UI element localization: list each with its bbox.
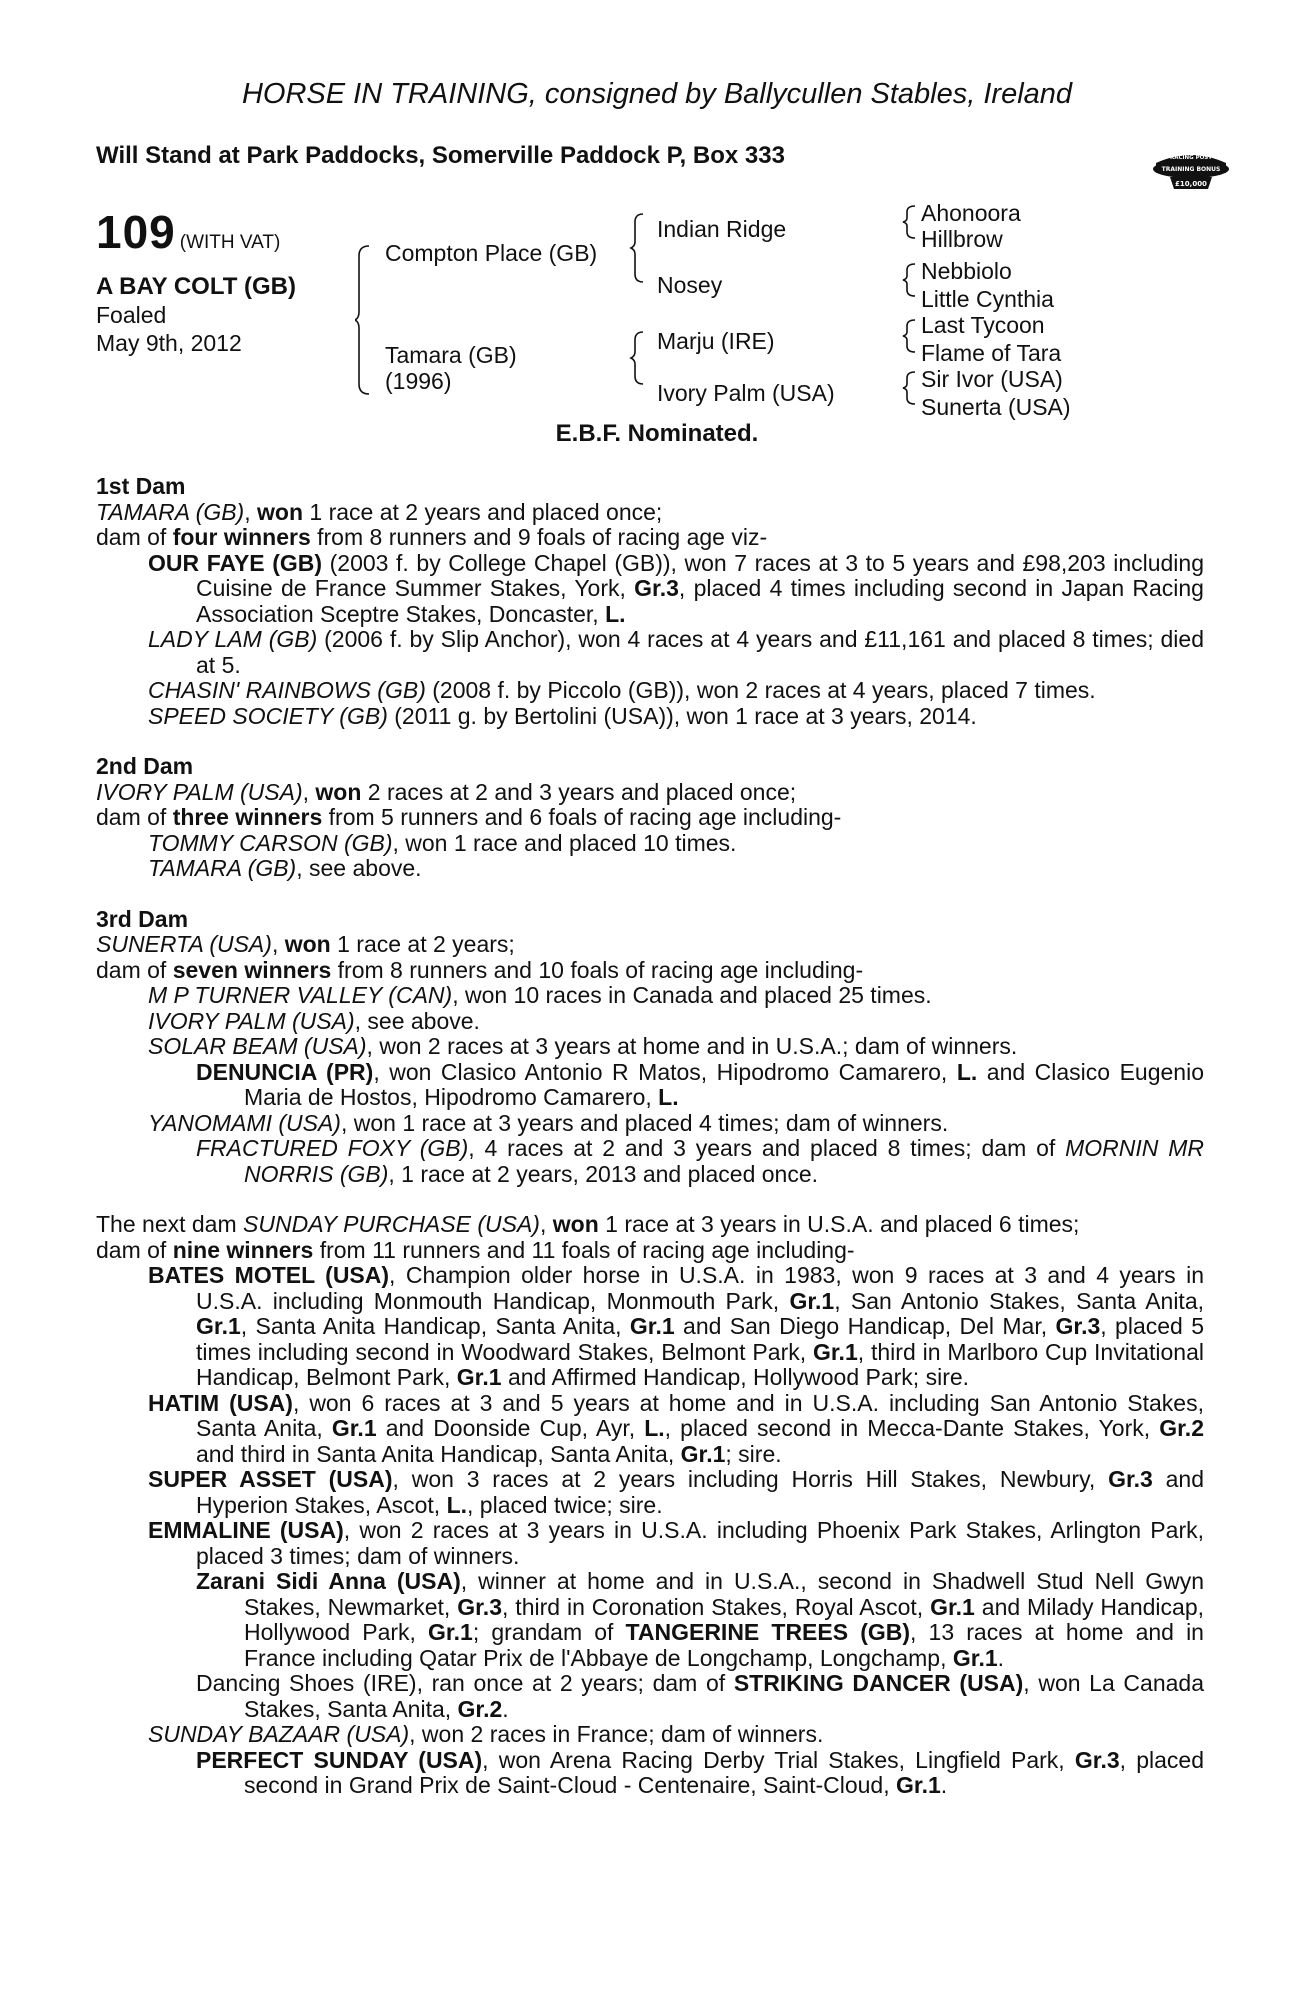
foaled-label: Foaled <box>96 302 167 328</box>
dam-sire-sire: Last Tycoon <box>921 312 1045 338</box>
list-item: BATES MOTEL (USA), Champion older horse in U.S.A. in 1983, won 9 races at 3 and 4 years in U.S.A. including Monmouth Handicap, Monmouth Park, Gr.1, San Antonio Stakes, Santa Anita, Gr.1, Santa Anita Handicap, Santa Anita, Gr.1 and San Diego Handicap, Del Mar, Gr.3, placed 5 times including second in Woodward Stakes, Belmont Park, Gr.1, third in Marlboro Cup Invitational Handicap, Belmont Park, Gr.1 and Affirmed Handicap, Hollywood Park; sire. <box>148 1262 1205 1390</box>
bracket-dam <box>631 332 643 384</box>
dam-year: (1996) <box>385 368 452 394</box>
bracket-sire <box>631 214 643 282</box>
sire-sire: Indian Ridge <box>657 216 787 242</box>
sire-dam-sire: Nebbiolo <box>921 258 1012 284</box>
ebf-nomination: E.B.F. Nominated. <box>555 420 759 447</box>
bracket-ss <box>903 206 915 238</box>
lot-number: 109 <box>96 206 176 258</box>
sire-dam: Nosey <box>657 272 723 298</box>
third-dam-record: SUNERTA (USA), won 1 race at 2 years; <box>96 931 515 957</box>
first-dam-record: TAMARA (GB), won 1 race at 2 years and placed once; <box>96 498 663 525</box>
dam-sire: Marju (IRE) <box>657 328 775 354</box>
bracket-dd <box>903 372 915 404</box>
list-item: SUPER ASSET (USA), won 3 races at 2 years including Horris Hill Stakes, Newbury, Gr.3 and Hyperion Stakes, Ascot, L., placed twice; sire. <box>148 1466 1205 1518</box>
horse-description <box>96 273 296 357</box>
training-bonus-badge <box>1150 145 1232 195</box>
badge-amount-text: £10,000 <box>1175 180 1207 188</box>
first-dam-produce-summary: dam of four winners from 8 runners and 9 foals of racing age viz- <box>96 524 768 550</box>
list-item: EMMALINE (USA), won 2 races at 3 years in U.S.A. including Phoenix Park Stakes, Arlington Park, placed 3 times; dam of winners. <box>148 1517 1204 1569</box>
pedigree-chart <box>355 200 1115 430</box>
list-item: CHASIN' RAINBOWS (GB) (2008 f. by Piccolo (GB)), won 2 races at 4 years, placed 7 times. <box>148 677 1096 703</box>
sire-sire-dam: Hillbrow <box>921 226 1003 252</box>
second-dam-title: 2nd Dam <box>96 753 194 779</box>
list-item: TOMMY CARSON (GB), won 1 race and placed 10 times. <box>148 829 737 856</box>
produce-record <box>96 474 1204 1799</box>
list-item: TAMARA (GB), see above. <box>148 855 422 881</box>
list-item: DENUNCIA (PR), won Clasico Antonio R Matos, Hipodromo Camarero, L. and Clasico Eugenio Maria de Hostos, Hipodromo Camarero, L. <box>196 1058 1204 1110</box>
dam-dam-dam: Sunerta (USA) <box>921 394 1071 420</box>
bracket-gen1 <box>355 246 369 394</box>
list-item: PERFECT SUNDAY (USA), won Arena Racing Derby Trial Stakes, Lingfield Park, Gr.3, placed second in Grand Prix de Saint-Cloud - Centenaire, Saint-Cloud, Gr.1. <box>196 1746 1204 1798</box>
badge-top-text: RACING POST <box>1169 155 1213 161</box>
list-item: IVORY PALM (USA), see above. <box>148 1007 480 1034</box>
dam-dam-sire: Sir Ivor (USA) <box>921 366 1063 392</box>
list-item: SUNDAY BAZAAR (USA), won 2 races in France; dam of winners. <box>148 1721 824 1747</box>
stand-location: Will Stand at Park Paddocks, Somerville Paddock P, Box 333 <box>96 142 785 169</box>
list-item: LADY LAM (GB) (2006 f. by Slip Anchor), won 4 races at 4 years and £11,161 and placed 8 times; died at 5. <box>148 626 1204 678</box>
horse-title: A BAY COLT (GB) <box>96 273 297 300</box>
list-item: Zarani Sidi Anna (USA), winner at home and in U.S.A., second in Shadwell Stud Nell Gwyn Stakes, Newmarket, Gr.3, third in Coronation Stakes, Royal Ascot, Gr.1 and Milady Handicap, Hollywood Park, Gr.1; grandam of TANGERINE TREES (GB), 13 races at home and in France including Qatar Prix de l'Abbaye de Longchamp, Longchamp, Gr.1. <box>196 1568 1205 1671</box>
consignment-header: HORSE IN TRAINING, consigned by Ballycullen Stables, Ireland <box>241 78 1073 110</box>
list-item: M P TURNER VALLEY (CAN), won 10 races in Canada and placed 25 times. <box>148 982 932 1008</box>
list-item: SPEED SOCIETY (GB) (2011 g. by Bertolini (USA)), won 1 race at 3 years, 2014. <box>148 702 977 729</box>
third-dam-produce-summary: dam of seven winners from 8 runners and 10 foals of racing age including- <box>96 956 864 983</box>
dam: Tamara (GB) <box>385 342 517 368</box>
badge-logo-icon <box>1150 145 1232 195</box>
list-item: FRACTURED FOXY (GB), 4 races at 2 and 3 years and placed 8 times; dam of MORNIN MR NORRIS (GB), 1 race at 2 years, 2013 and placed once. <box>196 1135 1204 1187</box>
list-item: HATIM (USA), won 6 races at 3 and 5 years at home and in U.S.A. including San Antonio Stakes, Santa Anita, Gr.1 and Doonside Cup, Ayr, L., placed second in Mecca-Dante Stakes, York, Gr.2 and third in Santa Anita Handicap, Santa Anita, Gr.1; sire. <box>148 1389 1204 1467</box>
foaled-date: May 9th, 2012 <box>96 330 242 356</box>
first-dam-title: 1st Dam <box>96 473 186 499</box>
dam-dam: Ivory Palm (USA) <box>657 380 835 406</box>
next-dam-record: The next dam SUNDAY PURCHASE (USA), won 1 race at 3 years in U.S.A. and placed 6 times; <box>96 1211 1080 1237</box>
second-dam-produce-summary: dam of three winners from 5 runners and 6 foals of racing age including- <box>96 804 842 830</box>
badge-mid-text: TRAINING BONUS <box>1161 166 1221 173</box>
list-item: Dancing Shoes (IRE), ran once at 2 years; dam of STRIKING DANCER (USA), won La Canada Stakes, Santa Anita, Gr.2. <box>196 1670 1204 1722</box>
bracket-ds <box>903 320 915 352</box>
sire: Compton Place (GB) <box>385 240 598 266</box>
sire-sire-sire: Ahonoora <box>921 200 1021 226</box>
list-item: YANOMAMI (USA), won 1 race at 3 years and placed 4 times; dam of winners. <box>148 1109 949 1136</box>
bracket-sd <box>903 264 915 296</box>
list-item: SOLAR BEAM (USA), won 2 races at 3 years at home and in U.S.A.; dam of winners. <box>148 1033 1018 1059</box>
next-dam-produce-summary: dam of nine winners from 11 runners and 11 foals of racing age including- <box>96 1236 855 1263</box>
lot-number-block <box>96 205 280 259</box>
vat-note: (WITH VAT) <box>179 232 281 253</box>
dam-sire-dam: Flame of Tara <box>921 340 1062 366</box>
third-dam-title: 3rd Dam <box>96 905 189 932</box>
list-item: OUR FAYE (GB) (2003 f. by College Chapel (GB)), won 7 races at 3 to 5 years and £98,203 including Cuisine de France Summer Stakes, York, Gr.3, placed 4 times including second in Japan Racing Association Sceptre Stakes, Doncaster, L. <box>148 549 1205 627</box>
second-dam-record: IVORY PALM (USA), won 2 races at 2 and 3 years and placed once; <box>96 778 797 805</box>
sire-dam-dam: Little Cynthia <box>921 286 1054 312</box>
